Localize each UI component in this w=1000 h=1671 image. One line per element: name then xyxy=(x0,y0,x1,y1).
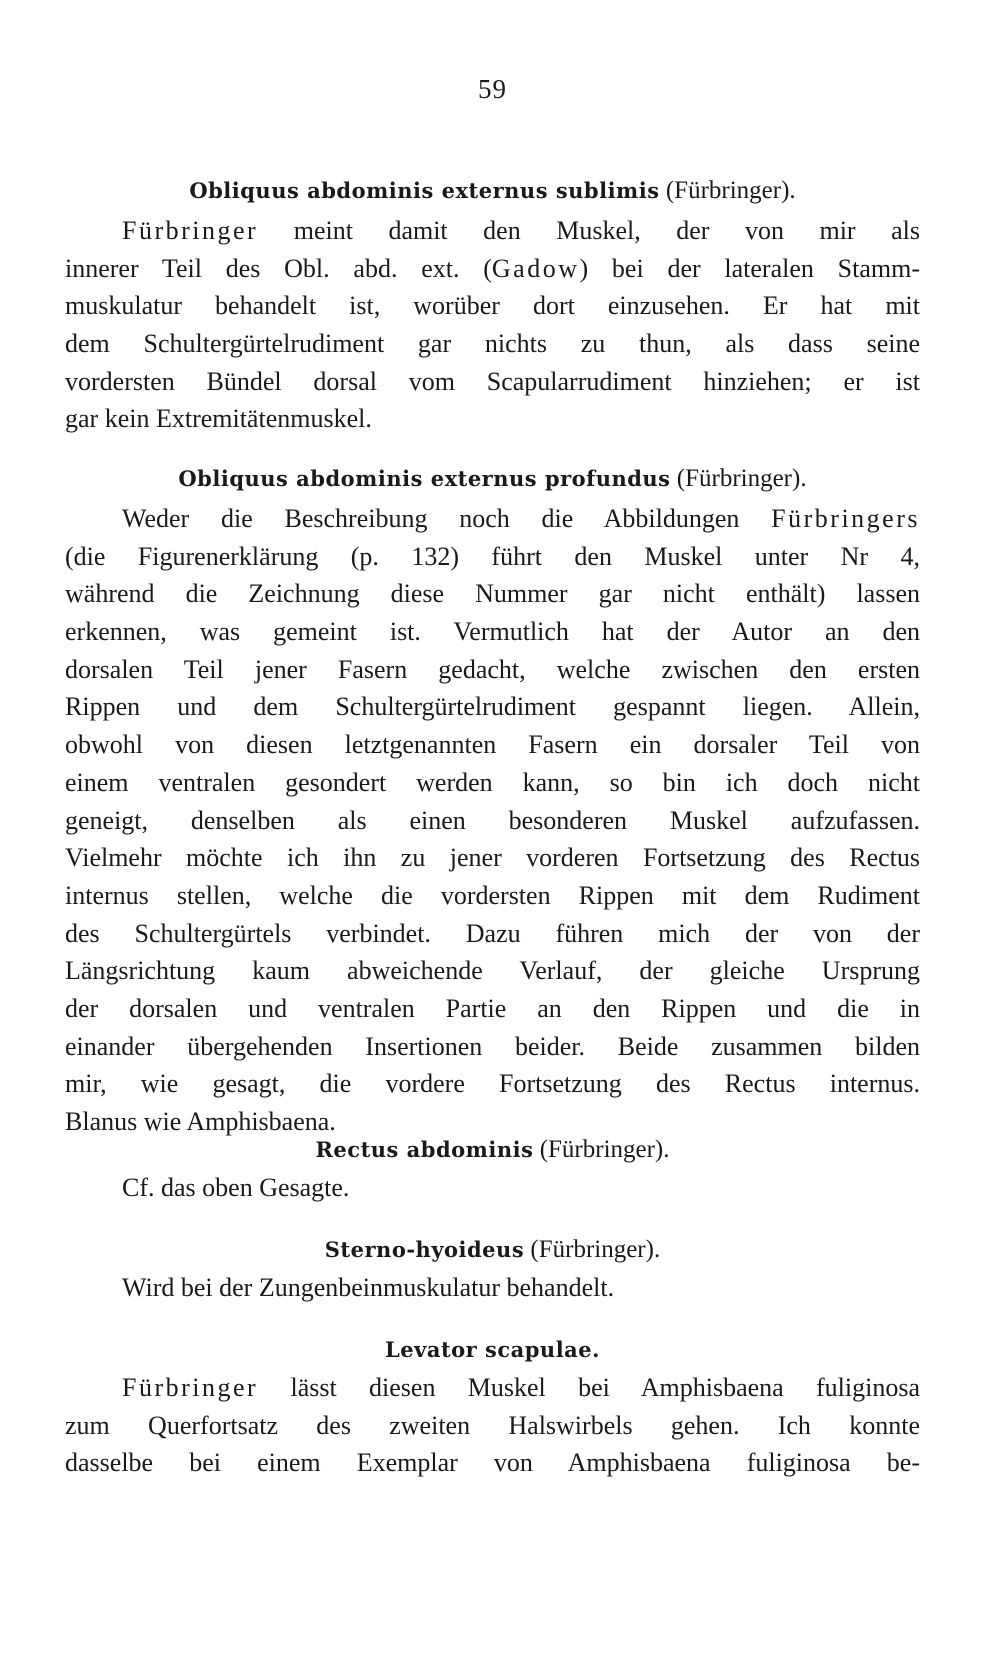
text-line: Rippen und dem Schultergürtelrudiment gespannt liegen. Allein, xyxy=(65,692,920,722)
text-line: (die Figurenerklärung (p. 132) führt den Muskel unter Nr 4, xyxy=(65,541,920,571)
text-line: Weder die Beschreibung noch die Abbildungen Fürbringers xyxy=(122,504,920,533)
text-line: dasselbe bei einem Exemplar von Amphisbaena fuliginosa be- xyxy=(65,1448,920,1478)
author-name: Fürbringer xyxy=(122,216,259,245)
text-line: vordersten Bündel dorsal vom Scapularrudiment hinziehen; er ist xyxy=(65,366,920,396)
heading-title: Sterno-hyoideus xyxy=(324,1237,525,1262)
heading-author: (Fürbringer). xyxy=(524,1236,661,1263)
section-sterno-hyoideus xyxy=(65,1233,920,1307)
section-heading xyxy=(65,1233,920,1267)
heading-title: Obliquus abdominis externus profundus xyxy=(178,466,671,491)
text-line: internus stellen, welche die vordersten Rippen mit dem Rudiment xyxy=(65,880,920,910)
text-line: der dorsalen und ventralen Partie an den Rippen und die in xyxy=(65,993,920,1023)
text-line: obwohl von diesen letztgenannten Fasern ein dorsaler Teil von xyxy=(65,730,920,760)
text-line: geneigt, denselben als einen besonderen Muskel aufzufassen. xyxy=(65,805,920,835)
heading-title: Levator scapulae. xyxy=(385,1337,600,1362)
text-line: innerer Teil des Obl. abd. ext. (Gadow) bei der lateralen Stamm- xyxy=(65,253,920,283)
text-line: Cf. das oben Gesagte. xyxy=(122,1173,350,1202)
heading-author: (Fürbringer). xyxy=(659,177,796,204)
heading-author: (Fürbringer). xyxy=(533,1136,670,1163)
section-obliquus-externus-sublimis xyxy=(65,174,920,438)
text-line: Längsrichtung kaum abweichende Verlauf, der gleiche Ursprung xyxy=(65,956,920,986)
section-heading xyxy=(65,174,920,208)
author-name: Fürbringer xyxy=(122,1373,259,1402)
text-line: dem Schultergürtelrudiment gar nichts zu thun, als dass seine xyxy=(65,329,920,359)
section-heading xyxy=(65,1333,920,1367)
page-number: 59 xyxy=(478,74,507,104)
section-rectus-abdominis xyxy=(65,1133,920,1207)
heading-title: Obliquus abdominis externus sublimis xyxy=(189,178,660,203)
heading-title: Rectus abdominis xyxy=(315,1137,534,1162)
text-line: muskulatur behandelt ist, worüber dort einzusehen. Er hat mit xyxy=(65,291,920,321)
author-name: Gadow xyxy=(491,253,580,283)
text-line: erkennen, was gemeint ist. Vermutlich hat der Autor an den xyxy=(65,617,920,647)
author-name: Fürbringers xyxy=(771,504,920,533)
heading-author: (Fürbringer). xyxy=(670,465,807,492)
text-line: zum Querfortsatz des zweiten Halswirbels gehen. Ich konnte xyxy=(65,1410,920,1440)
text-line: Vielmehr möchte ich ihn zu jener vorderen Fortsetzung des Rectus xyxy=(65,843,920,873)
text-line: einander übergehenden Insertionen beider. Beide zusammen bilden xyxy=(65,1031,920,1061)
text-line: gar kein Extremitätenmuskel. xyxy=(65,404,372,434)
text-line: Blanus wie Amphisbaena. xyxy=(65,1107,336,1136)
text-line: Fürbringer meint damit den Muskel, der von mir als xyxy=(122,216,920,245)
text-line: des Schultergürtels verbindet. Dazu führen mich der von der xyxy=(65,918,920,948)
text-line: während die Zeichnung diese Nummer gar nicht enthält) lassen xyxy=(65,579,920,609)
section-obliquus-externus-profundus xyxy=(65,462,920,1141)
text-line: dorsalen Teil jener Fasern gedacht, welche zwischen den ersten xyxy=(65,654,920,684)
section-heading xyxy=(65,462,920,496)
text-line: Fürbringer lässt diesen Muskel bei Amphisbaena fuliginosa xyxy=(122,1373,920,1402)
text-line: einem ventralen gesondert werden kann, so bin ich doch nicht xyxy=(65,767,920,797)
section-levator-scapulae xyxy=(65,1333,920,1482)
section-heading xyxy=(65,1133,920,1167)
text-line: Wird bei der Zungenbeinmuskulatur behandelt. xyxy=(122,1273,615,1302)
text-line: mir, wie gesagt, die vordere Fortsetzung des Rectus internus. xyxy=(65,1069,920,1099)
